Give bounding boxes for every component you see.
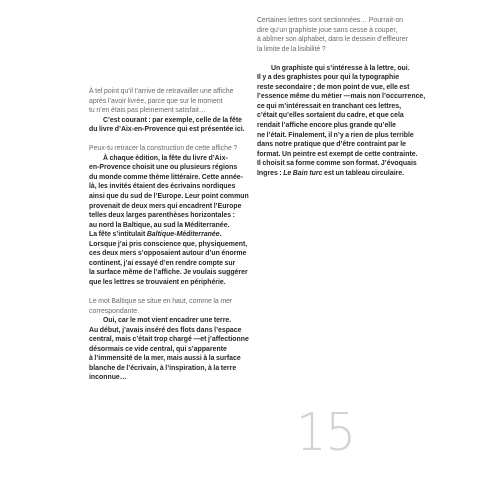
- answer-line: ainsi que du sud de l’Europe. Leur point commun: [89, 193, 249, 201]
- answer-block: [89, 154, 249, 288]
- answer-text: est un tableau circulaire.: [322, 169, 405, 177]
- answer-line: en-Provence choisit une ou plusieurs régions: [89, 164, 238, 172]
- page-number: 15: [296, 403, 356, 463]
- answer-block: [89, 316, 249, 383]
- answer-line: reste secondaire ; de mon point de vue, elle est: [257, 83, 410, 91]
- answer-line: Il y a des graphistes pour qui la typographie: [257, 74, 400, 82]
- answer-line: l’essence même du métier —mais non l’occurrence,: [257, 93, 426, 101]
- question-line: dire qu’un graphiste joue sans cesse à couper,: [257, 26, 398, 34]
- answer-line: dans notre pratique que d’être contraint par le: [257, 141, 406, 149]
- event-title: Baltique-Méditerranée: [146, 231, 220, 239]
- answer-line: provenait de deux mers qui encadrent l’Europe: [89, 202, 242, 210]
- question-block: [257, 16, 417, 54]
- question-line: à abîmer son alphabet, dans le dessein d’effleurer: [257, 36, 408, 44]
- answer-line: telles deux larges parenthèses horizontales :: [89, 212, 235, 220]
- question-line: la limite de la lisibilité ?: [257, 45, 326, 53]
- answer-text: La fête s’intitulait: [89, 231, 147, 239]
- answer-line: du monde comme thème littéraire. Cette année-: [89, 173, 243, 181]
- answer-line: ces deux mers s’opposaient autour d’un énorme: [89, 250, 247, 258]
- answer-line: à l’immensité de la mer, mais aussi à la surface: [89, 355, 241, 363]
- answer-line: Lorsque j’ai pris conscience que, physiquement,: [89, 240, 248, 248]
- question-block: [89, 297, 241, 316]
- answer-line: inconnue…: [89, 374, 127, 382]
- question-line: Certaines lettres sont sectionnées… Pourrait-on: [257, 17, 404, 24]
- answer-line: Oui, car le mot vient encadrer une terre.: [103, 317, 232, 325]
- answer-line: la surface même de l’affiche. Je voulais suggérer: [89, 269, 248, 277]
- answer-line: format. Un peintre est exempt de cette contrainte.: [257, 150, 418, 158]
- artwork-title: Le Bain turc: [283, 169, 323, 177]
- answer-line: ce qui m’intéressait en tranchant ces lettres,: [257, 102, 402, 110]
- paragraph-gap: [257, 54, 417, 64]
- answer-line: rendait l’affiche encore plus grande qu’elle: [257, 122, 397, 130]
- question-block: [89, 87, 241, 116]
- answer-block: [257, 64, 426, 179]
- question-line: tu n’en étais pas pleinement satisfait…: [89, 107, 206, 115]
- answer-block: [89, 116, 245, 135]
- answer-line: c’était qu’elles sortaient du cadre, et que cela: [257, 112, 404, 120]
- paragraph-gap: [89, 287, 241, 297]
- left-text-column: [89, 87, 249, 383]
- question-line: correspondante.: [89, 307, 140, 315]
- answer-line: là, les invités étaient des écrivains nordiques: [89, 183, 236, 191]
- answer-line: C’est courant : par exemple, celle de la fête: [103, 116, 243, 124]
- question-line: après l’avoir livrée, parce que sur le moment: [89, 97, 223, 105]
- answer-line-with-title: [89, 230, 241, 240]
- question-line: Le mot Baltique se situe en haut, comme la mer: [89, 298, 233, 306]
- question-line: Peux-tu retracer la construction de cette affiche ?: [89, 145, 238, 153]
- answer-line: À chaque édition, la fête du livre d’Aix-: [103, 154, 228, 162]
- answer-line: Il choisit sa forme comme son format. J’évoquais: [257, 160, 417, 168]
- answer-text: .: [219, 231, 222, 239]
- answer-line: ne l’était. Finalement, il n’y a rien de plus terrible: [257, 131, 414, 139]
- answer-line: Au début, j’avais inséré des flots dans l’espace: [89, 326, 242, 334]
- answer-text: Ingres :: [257, 169, 284, 177]
- answer-line: blanche de l’écrivain, à l’inspiration, à la terre: [89, 364, 237, 372]
- answer-line: désormais ce vide central, qui s’apparente: [89, 345, 227, 353]
- answer-line: que les lettres se trouvaient en périphérie.: [89, 278, 226, 286]
- right-text-column: [257, 16, 426, 178]
- paragraph-gap: [89, 135, 241, 145]
- answer-line: Un graphiste qui s’intéresse à la lettre, oui.: [271, 64, 410, 72]
- question-line: À tel point qu’il t’arrive de retravailler une affiche: [89, 88, 234, 95]
- answer-line: au nord la Baltique, au sud la Méditerranée.: [89, 221, 230, 229]
- answer-line: central, mais c’était trop chargé —et j’affectionne: [89, 336, 249, 344]
- answer-line: continent, j’ai essayé d’en rendre compte sur: [89, 259, 236, 267]
- answer-line: du livre d’Aix-en-Provence qui est présentée ici.: [89, 126, 245, 134]
- question-block: [89, 144, 241, 154]
- answer-line-with-title: [257, 169, 417, 179]
